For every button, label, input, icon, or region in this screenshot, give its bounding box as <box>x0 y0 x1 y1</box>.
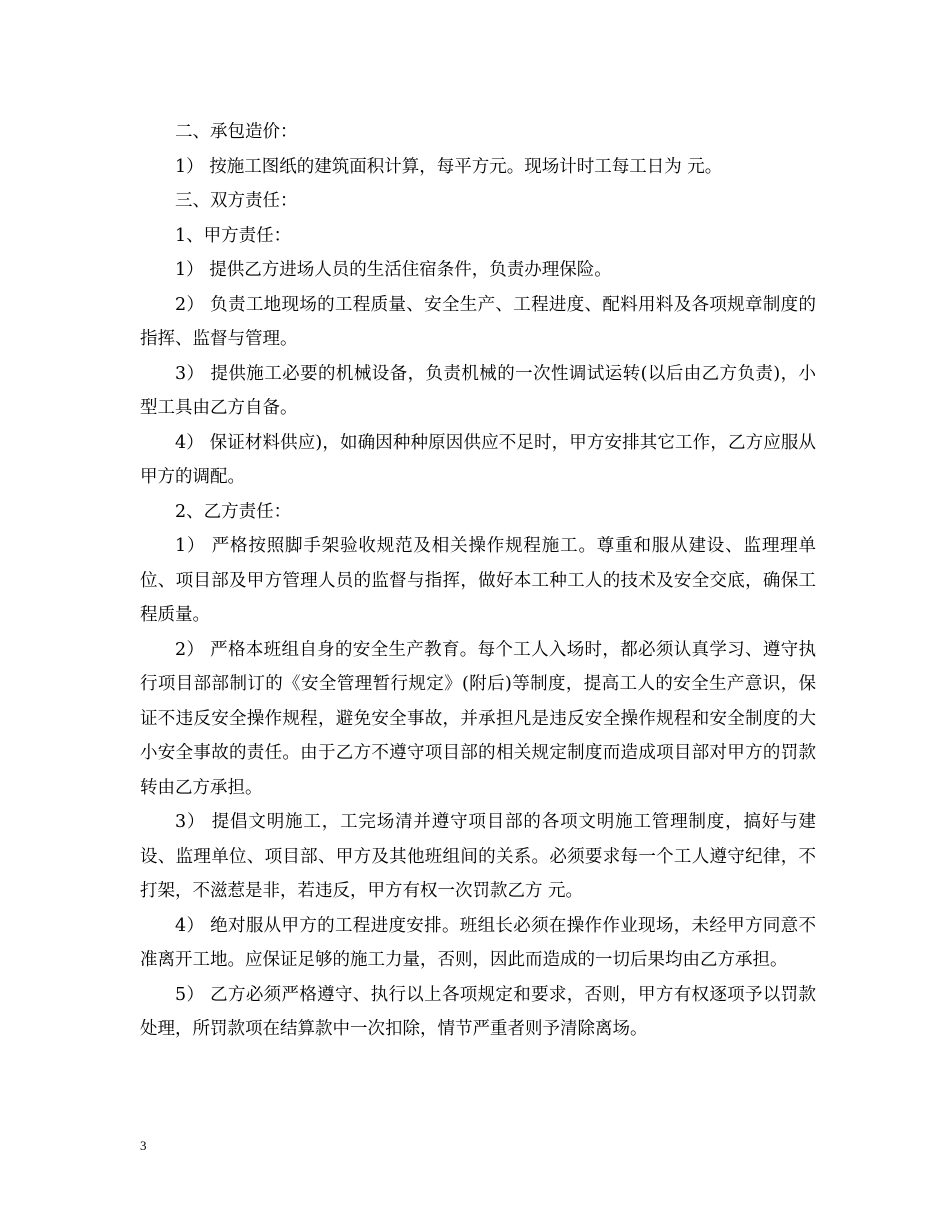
paragraph-party-a-item-2: 2） 负责工地现场的工程质量、安全生产、工程进度、配料用料及各项规章制度的指挥、监督与管理。 <box>140 294 816 349</box>
paragraph-party-a-item-1: 1） 提供乙方进场人员的生活住宿条件，负责办理保险。 <box>175 260 612 280</box>
paragraph-party-b-item-5: 5） 乙方必须严格遵守、执行以上各项规定和要求，否则，甲方有权逐项予以罚款处理，所罚款项在结算款中一次扣除，情节严重者则予清除离场。 <box>140 984 816 1039</box>
paragraph-party-b-item-1: 1） 严格按照脚手架验收规范及相关操作规程施工。尊重和服从建设、监理理单位、项目部及甲方管理人员的监督与指挥，做好本工种工人的技术及安全交底，确保工程质量。 <box>140 536 816 625</box>
paragraph-party-a-item-4: 4） 保证材料供应)，如确因种种原因供应不足时，甲方安排其它工作，乙方应服从甲方的调配。 <box>140 432 816 487</box>
paragraph-party-a-item-3: 3） 提供施工必要的机械设备，负责机械的一次性调试运转(以后由乙方负责)，小型工具由乙方自备。 <box>140 363 816 418</box>
paragraph-party-b-item-3: 3） 提倡文明施工，工完场清并遵守项目部的各项文明施工管理制度，搞好与建设、监理单位、项目部、甲方及其他班组间的关系。必须要求每一个工人遵守纪律，不打架，不滋惹是非，若违反，甲方有权一次罚款乙方 元。 <box>140 812 816 901</box>
paragraph-party-b-item-2: 2） 严格本班组自身的安全生产教育。每个工人入场时，都必须认真学习、遵守执行项目部部制订的《安全管理暂行规定》(附后)等制度，提高工人的安全生产意识，保证不违反安全操作规程，避免安全事故，并承担凡是违反安全操作规程和安全制度的大小安全事故的责任。由于乙方不遵守项目部的相关规定制度而造成项目部对甲方的罚款转由乙方承担。 <box>140 639 816 798</box>
subheading-party-b: 2、乙方责任： <box>175 501 292 522</box>
section-heading-price: 二、承包造价： <box>175 122 298 142</box>
paragraph-party-b-item-4: 4） 绝对服从甲方的工程进度安排。班组长必须在操作作业现场，未经甲方同意不准离开工地。应保证足够的施工力量，否则，因此而造成的一切后果均由乙方承担。 <box>140 915 816 970</box>
section-heading-responsibilities: 三、双方责任： <box>175 191 298 211</box>
subheading-party-a: 1、甲方责任： <box>175 225 292 246</box>
page-number: 3 <box>140 1138 147 1153</box>
paragraph-price-calculation: 1） 按施工图纸的建筑面积计算，每平方元。现场计时工每工日为 元。 <box>175 156 723 177</box>
contract-body <box>140 115 816 1047</box>
